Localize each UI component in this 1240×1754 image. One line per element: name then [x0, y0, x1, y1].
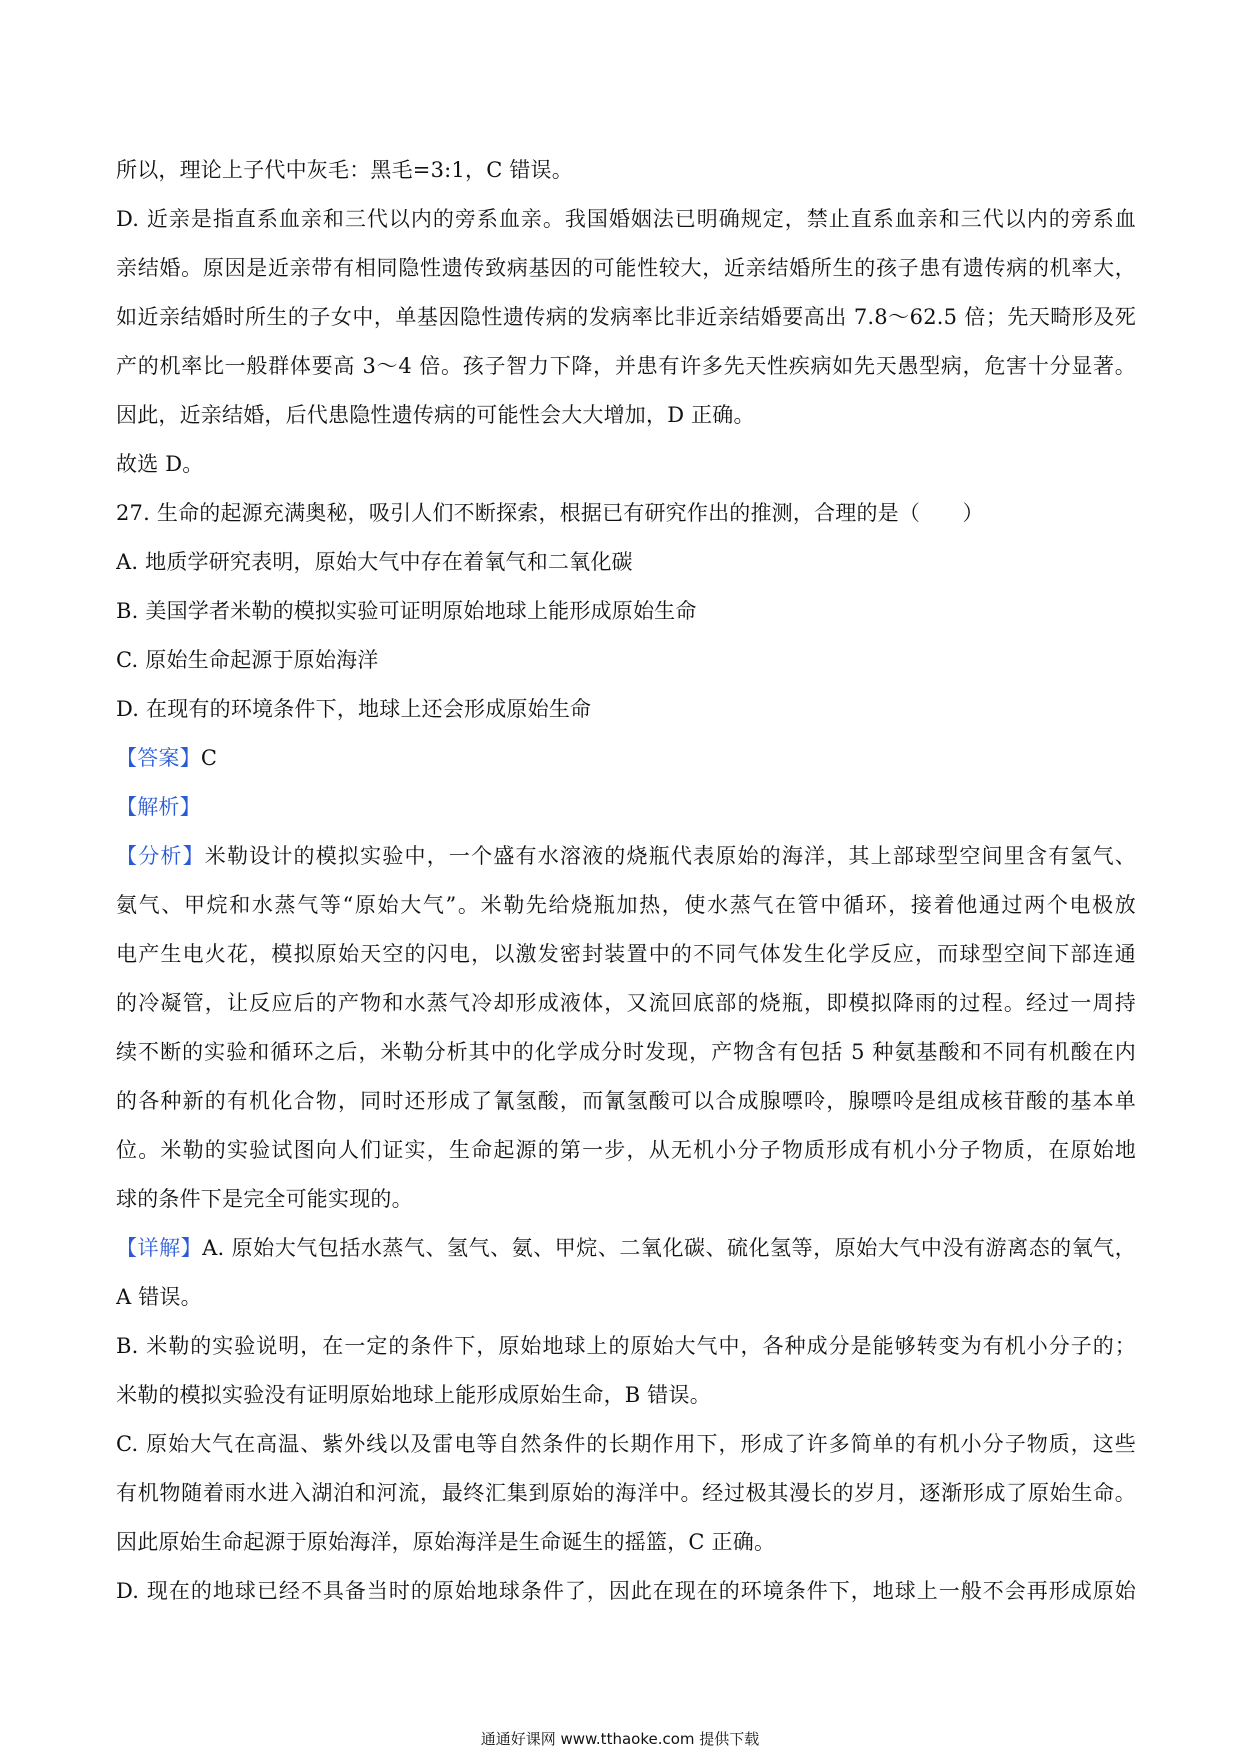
line-text: C. 原始生命起源于原始海洋 — [116, 648, 379, 672]
line-text: 有机物随着雨水进入湖泊和河流，最终汇集到原始的海洋中。经过极其漫长的岁月，逐渐形成了原始生命。 — [116, 1481, 1136, 1505]
line-text: 因此原始生命起源于原始海洋，原始海洋是生命诞生的摇篮，C 正确。 — [116, 1530, 776, 1554]
line-text: 米勒设计的模拟实验中，一个盛有水溶液的烧瓶代表原始的海洋，其上部球型空间里含有氢气、 — [204, 844, 1136, 868]
text-line — [116, 489, 1136, 538]
line-text: 米勒的模拟实验没有证明原始地球上能形成原始生命，B 错误。 — [116, 1383, 711, 1407]
text-line — [116, 538, 1136, 587]
line-text: 的各种新的有机化合物，同时还形成了氰氢酸，而氰氢酸可以合成腺嘌呤，腺嘌呤是组成核苷酸的基本单 — [116, 1089, 1136, 1113]
line-text: 球的条件下是完全可能实现的。 — [116, 1187, 413, 1211]
line-text: C. 原始大气在高温、紫外线以及雷电等自然条件的长期作用下，形成了许多简单的有机小分子物质，这些 — [116, 1432, 1136, 1456]
text-line — [116, 342, 1136, 391]
text-line — [116, 1273, 1136, 1322]
text-line — [116, 1028, 1136, 1077]
text-line — [116, 1420, 1136, 1469]
text-line — [116, 1126, 1136, 1175]
text-line — [116, 685, 1136, 734]
text-line — [116, 146, 1136, 195]
text-line — [116, 1224, 1136, 1273]
text-line — [116, 734, 1136, 783]
text-line — [116, 195, 1136, 244]
line-text: C — [200, 746, 218, 770]
line-text: B. 米勒的实验说明，在一定的条件下，原始地球上的原始大气中，各种成分是能够转变为有机小分子的； — [116, 1334, 1136, 1358]
section-tag: 【分析】 — [116, 844, 205, 868]
line-text: 氨气、甲烷和水蒸气等“原始大气”。米勒先给烧瓶加热，使水蒸气在管中循环，接着他通过两个电极放 — [116, 893, 1136, 917]
text-line — [116, 391, 1136, 440]
line-text: D. 在现有的环境条件下，地球上还会形成原始生命 — [116, 697, 592, 721]
text-line — [116, 783, 1136, 832]
text-lines — [116, 146, 1136, 1616]
text-line — [116, 930, 1136, 979]
text-line — [116, 832, 1136, 881]
text-line — [116, 881, 1136, 930]
line-text: A. 地质学研究表明，原始大气中存在着氧气和二氧化碳 — [116, 550, 633, 574]
text-line — [116, 1371, 1136, 1420]
line-text: 27. 生命的起源充满奥秘，吸引人们不断探索，根据已有研究作出的推测，合理的是（ ） — [116, 501, 984, 525]
text-line — [116, 587, 1136, 636]
text-line — [116, 1077, 1136, 1126]
line-text: A 错误。 — [116, 1285, 202, 1309]
line-text: 所以，理论上子代中灰毛：黑毛=3:1，C 错误。 — [116, 158, 573, 182]
line-text: D. 现在的地球已经不具备当时的原始地球条件了，因此在现在的环境条件下，地球上一般不会再形成原始 — [116, 1579, 1136, 1603]
section-tag: 【答案】 — [116, 746, 201, 770]
section-tag: 【详解】 — [116, 1236, 203, 1260]
line-text: 如近亲结婚时所生的子女中，单基因隐性遗传病的发病率比非近亲结婚要高出 7.8～62.5 倍；先天畸形及死 — [116, 305, 1136, 329]
text-line — [116, 1175, 1136, 1224]
line-text: A. 原始大气包括水蒸气、氢气、氨、甲烷、二氧化碳、硫化氢等，原始大气中没有游离态的氧气， — [202, 1236, 1136, 1260]
text-line — [116, 440, 1136, 489]
line-text: 电产生电火花，模拟原始天空的闪电，以激发密封装置中的不同气体发生化学反应，而球型空间下部连通 — [116, 942, 1136, 966]
text-line — [116, 293, 1136, 342]
section-tag: 【解析】 — [116, 795, 201, 819]
line-text: B. 美国学者米勒的模拟实验可证明原始地球上能形成原始生命 — [116, 599, 697, 623]
document-body — [116, 146, 1136, 1616]
text-line — [116, 636, 1136, 685]
line-text: 位。米勒的实验试图向人们证实，生命起源的第一步，从无机小分子物质形成有机小分子物质，在原始地 — [116, 1138, 1136, 1162]
text-line — [116, 1567, 1136, 1616]
line-text: 的冷凝管，让反应后的产物和水蒸气冷却形成液体，又流回底部的烧瓶，即模拟降雨的过程。经过一周持 — [116, 991, 1136, 1015]
line-text: D. 近亲是指直系血亲和三代以内的旁系血亲。我国婚姻法已明确规定，禁止直系血亲和三代以内的旁系血 — [116, 207, 1136, 231]
text-line — [116, 1518, 1136, 1567]
text-line — [116, 1469, 1136, 1518]
line-text: 故选 D。 — [116, 452, 204, 476]
text-line — [116, 244, 1136, 293]
line-text: 产的机率比一般群体要高 3～4 倍。孩子智力下降，并患有许多先天性疾病如先天愚型病，危害十分显著。 — [116, 354, 1136, 378]
line-text: 亲结婚。原因是近亲带有相同隐性遗传致病基因的可能性较大，近亲结婚所生的孩子患有遗传病的机率大， — [116, 256, 1136, 280]
page-footer: 通通好课网 www.tthaoke.com 提供下载 — [480, 1730, 760, 1748]
line-text: 因此，近亲结婚，后代患隐性遗传病的可能性会大大增加，D 正确。 — [116, 403, 755, 427]
line-text: 续不断的实验和循环之后，米勒分析其中的化学成分时发现，产物含有包括 5 种氨基酸和不同有机酸在内 — [116, 1040, 1136, 1064]
text-line — [116, 1322, 1136, 1371]
text-line — [116, 979, 1136, 1028]
